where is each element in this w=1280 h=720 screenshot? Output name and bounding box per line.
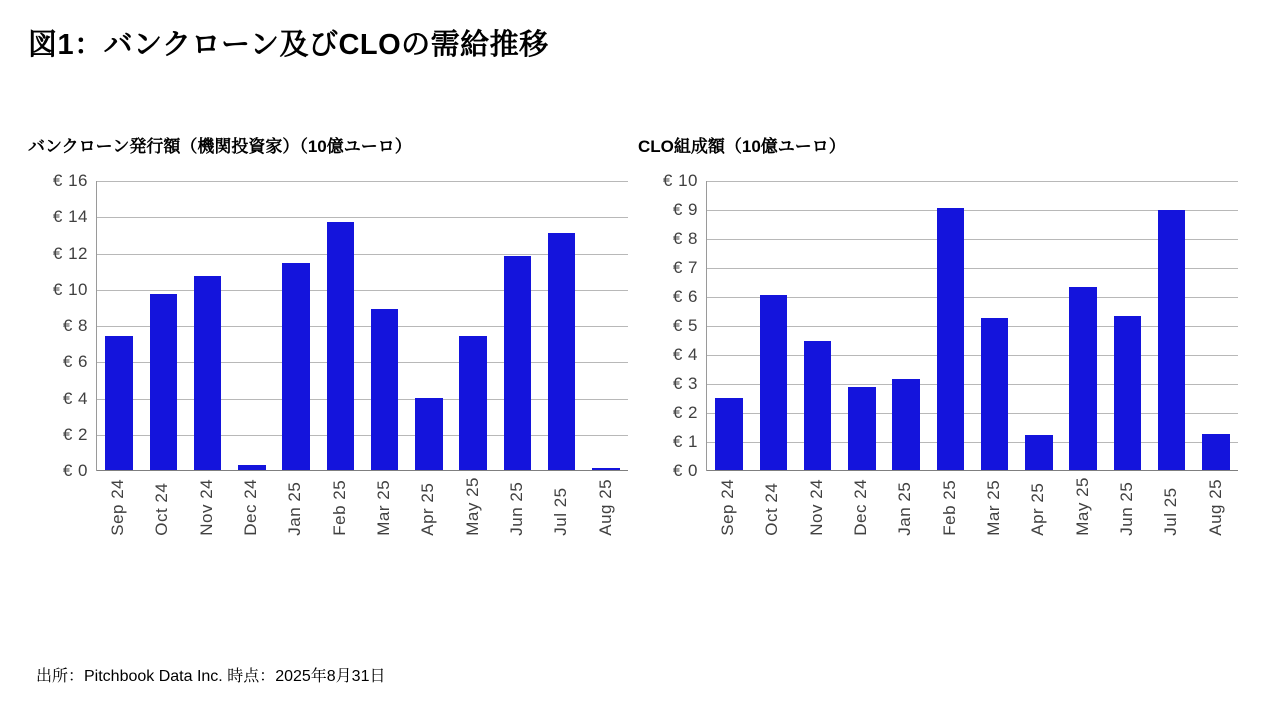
x-axis-tick-label: Aug 25 — [595, 478, 615, 536]
bar — [937, 208, 964, 470]
y-axis-tick-label: € 8 — [672, 229, 698, 248]
x-axis-tick — [750, 477, 794, 536]
bar — [715, 398, 742, 471]
x-axis-tick — [495, 477, 539, 536]
x-axis-tick-label: Nov 24 — [806, 478, 826, 536]
bar-slot — [707, 181, 751, 470]
bar — [548, 233, 575, 470]
bar-slot — [495, 181, 539, 470]
x-axis-tick — [539, 477, 583, 536]
x-axis-tick — [451, 477, 495, 536]
x-axis-tick-label: Dec 24 — [851, 478, 871, 536]
x-axis-tick-label: Jun 25 — [507, 481, 527, 536]
bar — [760, 295, 787, 470]
y-axis-tick-label: € 5 — [672, 316, 698, 335]
page-title: 図1：バンクローン及びCLOの需給推移 — [28, 29, 549, 61]
bar — [1025, 435, 1052, 470]
y-axis-tick-label: € 6 — [672, 287, 698, 306]
axis-baseline — [707, 470, 1238, 471]
plot-area-left — [96, 181, 628, 471]
bar-slot — [796, 181, 840, 470]
bar-slot — [840, 181, 884, 470]
plot-area-right — [706, 181, 1238, 471]
bar-series-right — [707, 181, 1238, 470]
x-axis-tick — [928, 477, 972, 536]
x-axis-tick-label: Dec 24 — [241, 478, 261, 536]
bar-slot — [751, 181, 795, 470]
y-axis-tick-label: € 3 — [672, 374, 698, 393]
x-axis-tick — [584, 477, 628, 536]
bar-series-left — [97, 181, 628, 470]
bar — [459, 336, 486, 470]
bar — [981, 318, 1008, 470]
y-axis-tick-label: € 10 — [52, 279, 88, 299]
bar-slot — [97, 181, 141, 470]
bar — [592, 468, 619, 470]
bar-slot — [584, 181, 628, 470]
x-axis-tick — [839, 477, 883, 536]
x-axis-tick — [1016, 477, 1060, 536]
x-axis-tick — [140, 477, 184, 536]
bar-slot — [884, 181, 928, 470]
x-axis-tick — [1149, 477, 1193, 536]
x-axis-tick — [795, 477, 839, 536]
x-axis-tick — [1194, 477, 1238, 536]
bar-slot — [540, 181, 584, 470]
bar — [415, 398, 442, 471]
bar-slot — [141, 181, 185, 470]
bar-slot — [1061, 181, 1105, 470]
y-axis-tick-label: € 12 — [52, 243, 88, 263]
y-axis-tick-label: € 4 — [672, 345, 698, 364]
bar-chart-clo-issuance — [638, 171, 1238, 536]
y-axis-tick-label: € 9 — [672, 200, 698, 219]
y-axis-tick-label: € 1 — [672, 432, 698, 451]
y-axis-left — [28, 171, 96, 480]
chart-title: バンクローン発行額（機関投資家）（10億ユーロ） — [28, 137, 412, 156]
source-note: 出所：Pitchbook Data Inc. 時点：2025年8月31日 — [36, 668, 386, 685]
y-axis-right — [638, 171, 706, 480]
y-axis-tick-label: € 14 — [52, 207, 88, 227]
x-axis-tick — [362, 477, 406, 536]
y-axis-tick-label: € 10 — [662, 171, 698, 190]
x-axis-tick-label: Apr 25 — [1028, 482, 1048, 536]
bar-slot — [451, 181, 495, 470]
bar-slot — [1017, 181, 1061, 470]
x-axis-left — [96, 477, 628, 536]
x-axis-tick-label: Jun 25 — [1117, 481, 1137, 536]
bar-slot — [363, 181, 407, 470]
bar — [804, 341, 831, 470]
x-axis-tick-label: Jul 25 — [1161, 487, 1181, 536]
x-axis-tick — [706, 477, 750, 536]
y-axis-tick-label: € 7 — [672, 258, 698, 277]
x-axis-tick-label: Apr 25 — [418, 482, 438, 536]
y-axis-tick-label: € 8 — [62, 316, 88, 335]
bar-slot — [1105, 181, 1149, 470]
x-axis-tick — [229, 477, 273, 536]
y-axis-tick-label: € 0 — [62, 461, 88, 480]
bar — [504, 256, 531, 470]
chart-panel-clo-issuance — [638, 132, 1238, 536]
x-axis-tick-label: May 25 — [462, 477, 482, 536]
bar — [1158, 210, 1185, 470]
x-axis-tick — [1105, 477, 1149, 536]
x-axis-tick — [406, 477, 450, 536]
y-axis-tick-label: € 2 — [62, 424, 88, 444]
x-axis-tick-label: Aug 25 — [1205, 478, 1225, 536]
x-axis-tick-label: Mar 25 — [374, 479, 394, 536]
x-axis-right — [706, 477, 1238, 536]
bar — [238, 465, 265, 470]
x-axis-tick-label: Sep 24 — [718, 478, 738, 536]
x-axis-tick — [185, 477, 229, 536]
x-axis-tick — [273, 477, 317, 536]
chart-title: CLO組成額（10億ユーロ） — [638, 137, 846, 156]
bar — [1069, 287, 1096, 470]
bar-slot — [274, 181, 318, 470]
bar-slot — [186, 181, 230, 470]
x-axis-tick-label: Mar 25 — [984, 479, 1004, 536]
y-axis-tick-label: € 16 — [52, 171, 88, 190]
x-axis-tick-label: Feb 25 — [939, 479, 959, 536]
x-axis-tick-label: Feb 25 — [329, 479, 349, 536]
bar-slot — [973, 181, 1017, 470]
x-axis-tick — [318, 477, 362, 536]
x-axis-tick — [1061, 477, 1105, 536]
bar-slot — [318, 181, 362, 470]
bar — [848, 387, 875, 470]
x-axis-tick — [972, 477, 1016, 536]
x-axis-tick — [883, 477, 927, 536]
x-axis-tick-label: Jan 25 — [285, 481, 305, 536]
bar — [150, 294, 177, 470]
bar — [327, 222, 354, 470]
y-axis-tick-label: € 6 — [62, 352, 88, 372]
chart-panel-bank-loan-issuance — [28, 132, 628, 536]
x-axis-tick-label: Jan 25 — [895, 481, 915, 536]
bar-slot — [1194, 181, 1238, 470]
axis-baseline — [97, 470, 628, 471]
x-axis-tick-label: Oct 24 — [152, 482, 172, 536]
bar — [1114, 316, 1141, 470]
y-axis-tick-label: € 4 — [62, 388, 88, 408]
bar-slot — [407, 181, 451, 470]
bar-chart-bank-loan-issuance — [28, 171, 628, 536]
y-axis-tick-label: € 0 — [672, 461, 698, 480]
bar-slot — [928, 181, 972, 470]
bar-slot — [230, 181, 274, 470]
x-axis-tick-label: May 25 — [1072, 477, 1092, 536]
bar — [892, 379, 919, 470]
bar — [282, 263, 309, 470]
bar — [371, 309, 398, 470]
x-axis-tick-label: Jul 25 — [551, 487, 571, 536]
bar — [194, 276, 221, 470]
y-axis-tick-label: € 2 — [672, 403, 698, 422]
bar — [105, 336, 132, 470]
x-axis-tick-label: Sep 24 — [108, 478, 128, 536]
x-axis-tick — [96, 477, 140, 536]
bar-slot — [1150, 181, 1194, 470]
x-axis-tick-label: Nov 24 — [196, 478, 216, 536]
x-axis-tick-label: Oct 24 — [762, 482, 782, 536]
bar — [1202, 434, 1229, 470]
